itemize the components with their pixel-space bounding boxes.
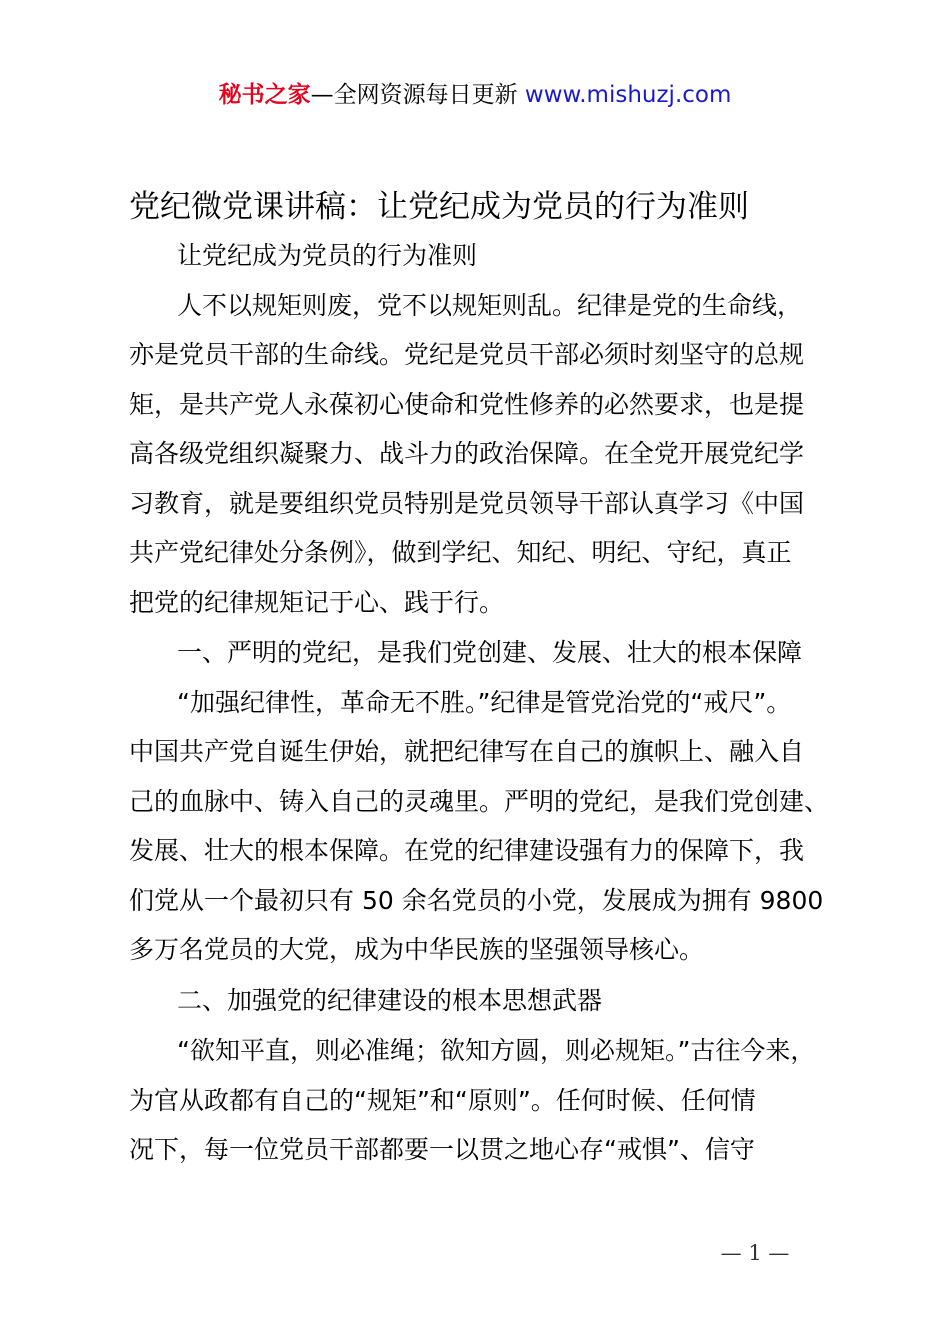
site-header (0, 78, 950, 112)
paragraph-line: 多万名党员的大党，成为中华民族的坚强领导核心。 (129, 935, 705, 964)
paragraph-line: “欲知平直，则必准绳；欲知方圆，则必规矩。”古往今来， (177, 1036, 816, 1065)
paragraph-line: 中国共产党自诞生伊始，就把纪律写在自己的旗帜上、融入自 (129, 737, 805, 766)
paragraph-line: 矩，是共产党人永葆初心使命和党性修养的必然要求，也是提 (129, 390, 805, 419)
paragraph-line: 人不以规矩则废，党不以规矩则乱。纪律是党的生命线， (177, 291, 803, 320)
document-title: 党纪微党课讲稿：让党纪成为党员的行为准则 (129, 189, 749, 225)
paragraph-line: 共产党纪律处分条例》，做到学纪、知纪、明纪、守纪，真正 (129, 538, 792, 567)
section-heading-2: 二、加强党的纪律建设的根本思想武器 (177, 986, 603, 1015)
site-tagline: —全网资源每日更新 (310, 82, 518, 108)
paragraph-line: 把党的纪律规矩记于心、践于行。 (129, 588, 505, 617)
paragraph-line: 己的血脉中、铸入自己的灵魂里。严明的党纪，是我们党创建、 (129, 787, 830, 816)
paragraph-line: 亦是党员干部的生命线。党纪是党员干部必须时刻坚守的总规 (129, 340, 805, 369)
section-heading-1: 一、严明的党纪，是我们党创建、发展、壮大的根本保障 (177, 638, 803, 667)
section-subtitle: 让党纪成为党员的行为准则 (177, 241, 478, 270)
page-number: — 1 — (720, 1241, 790, 1265)
site-brand: 秘书之家 (218, 82, 311, 108)
site-url-link[interactable]: www.mishuzj.com (524, 82, 732, 108)
paragraph-line: 发展、壮大的根本保障。在党的纪律建设强有力的保障下，我 (129, 836, 805, 865)
paragraph-line: “加强纪律性，革命无不胜。”纪律是管党治党的“戒尺”。 (177, 688, 792, 717)
paragraph-line: 为官从政都有自己的“规矩”和“原则”。任何时候、任何情 (129, 1086, 756, 1115)
paragraph-line: 况下，每一位党员干部都要一以贯之地心存“戒惧”、信守 (129, 1135, 755, 1164)
paragraph-line: 习教育，就是要组织党员特别是党员领导干部认真学习《中国 (129, 489, 805, 518)
paragraph-line: 们党从一个最初只有 50 余名党员的小党，发展成为拥有 9800 (129, 886, 824, 915)
paragraph-line: 高各级党组织凝聚力、战斗力的政治保障。在全党开展党纪学 (129, 439, 805, 468)
